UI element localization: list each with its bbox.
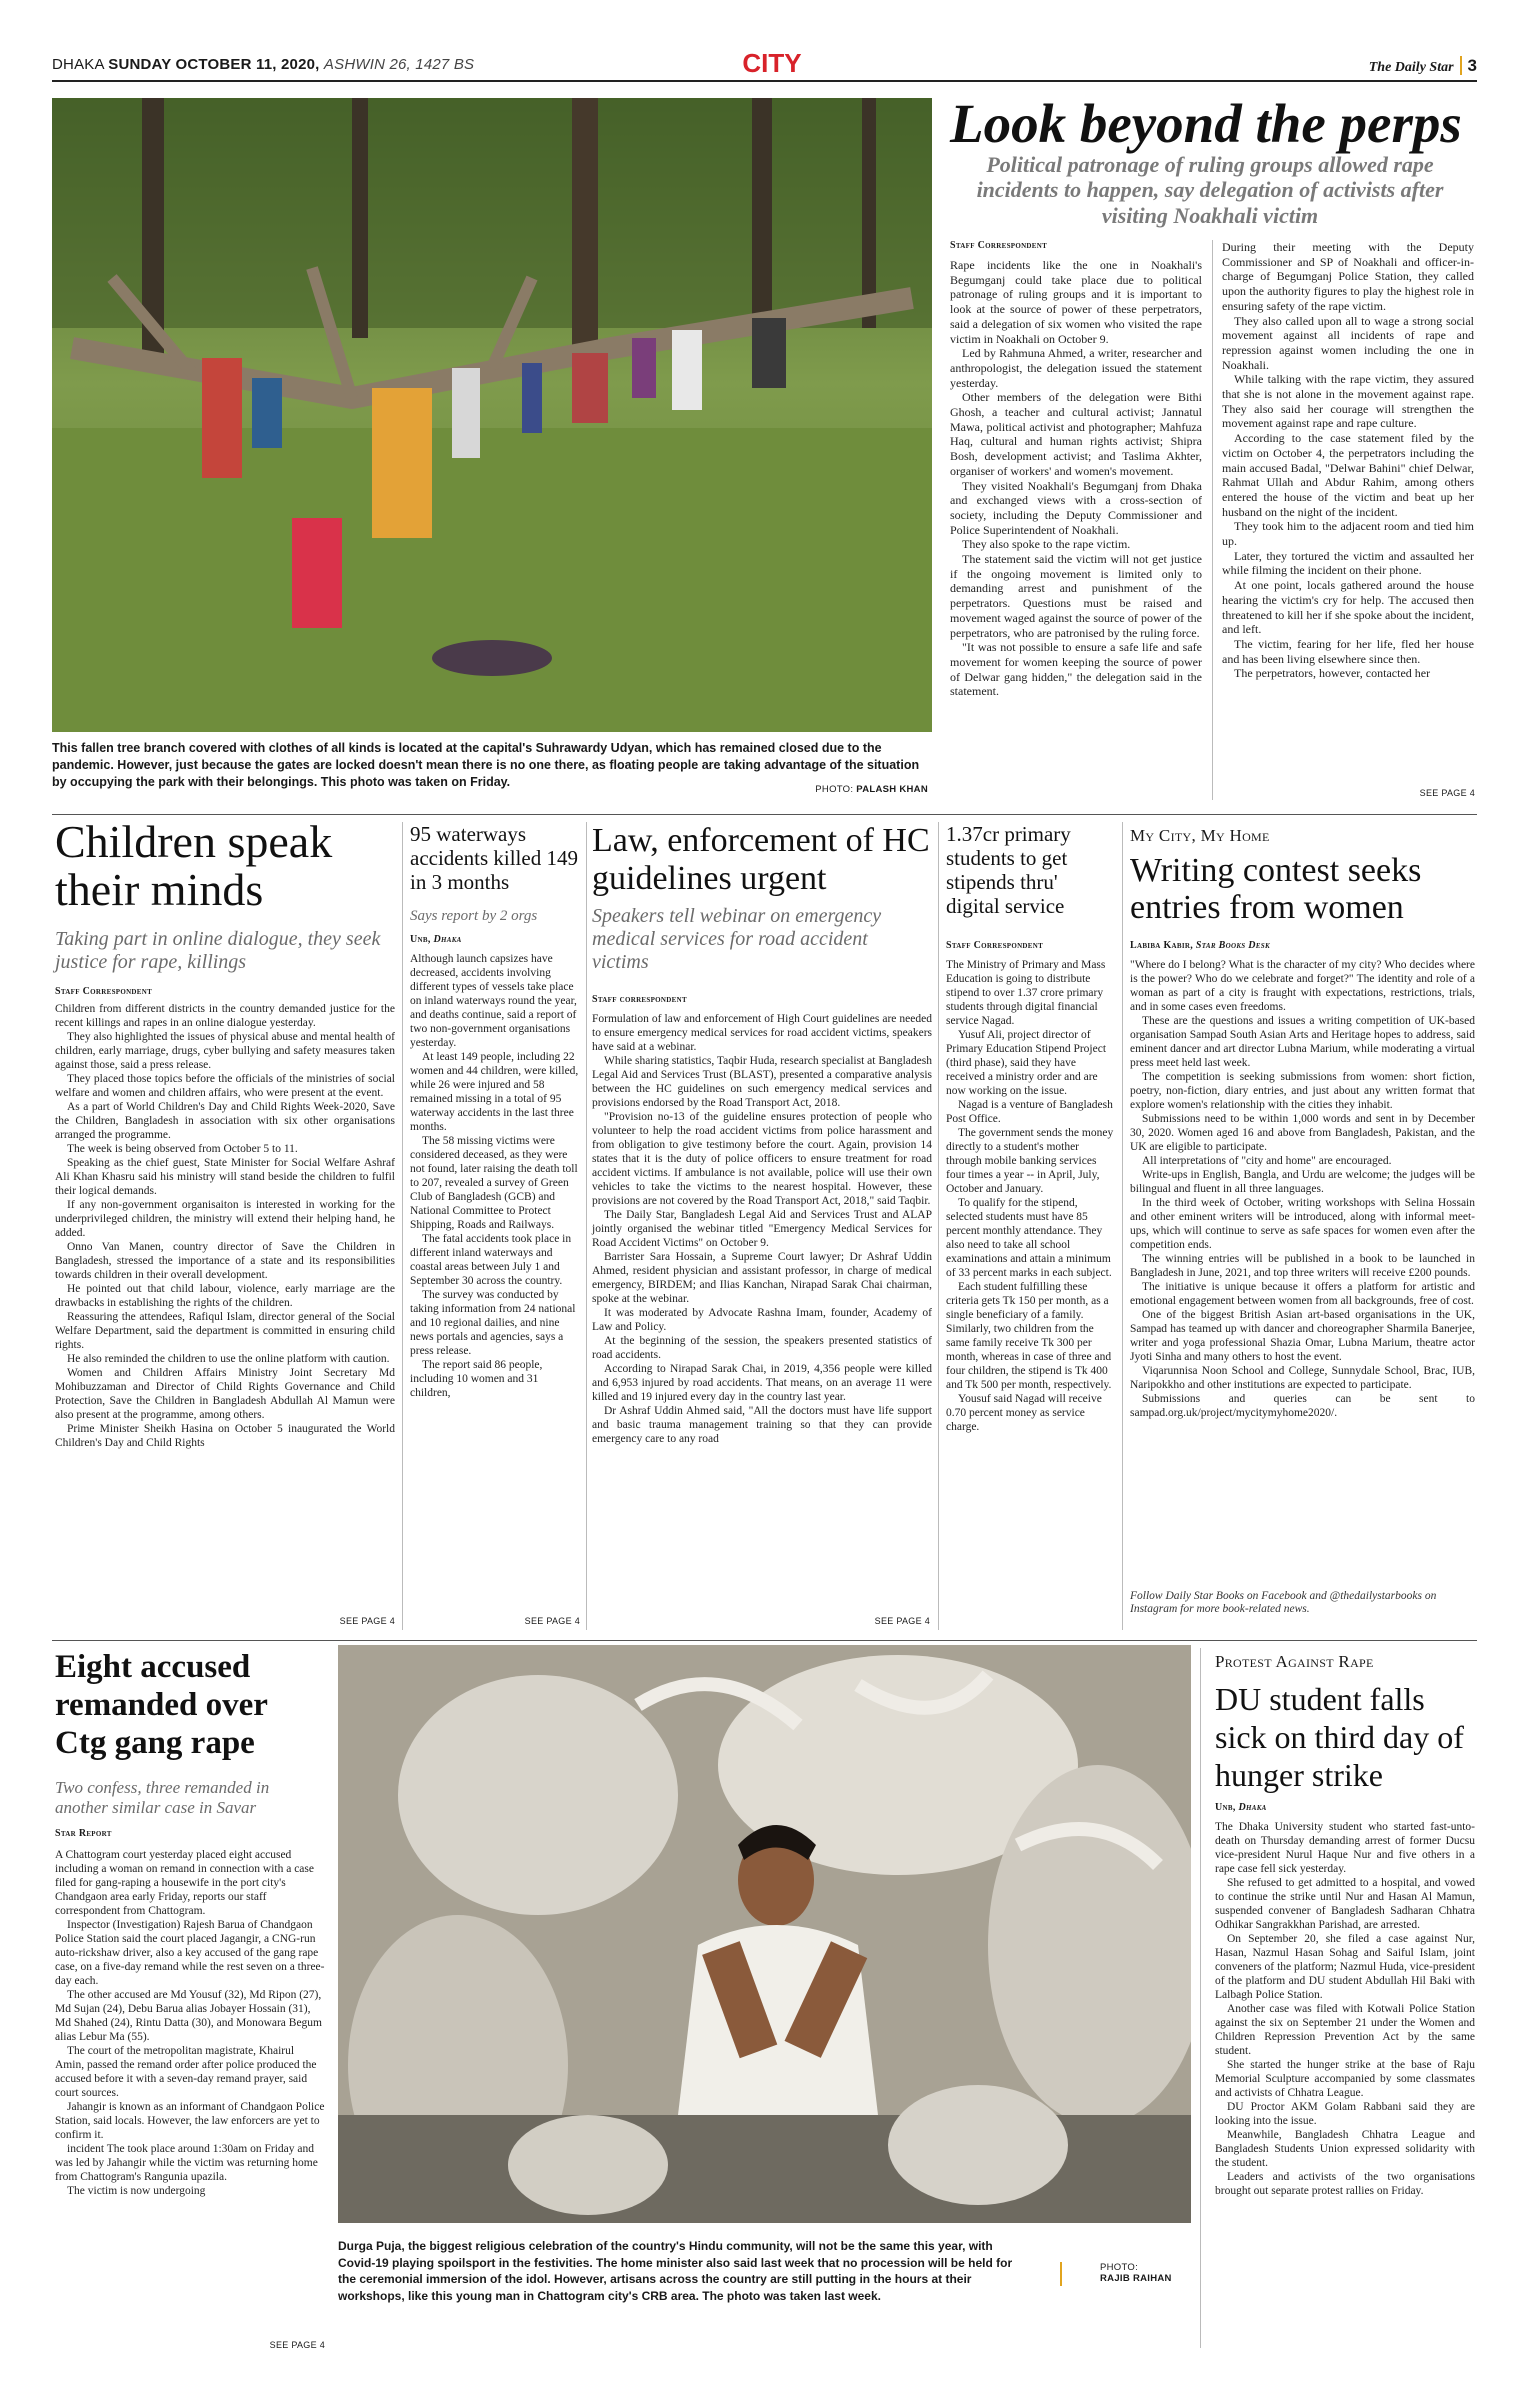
lead-body-col1: Rape incidents like the one in Noakhali's Begumganj could take place due to political patronage of ruling groups and it is important to look at the source of power of these perpetrators, said a delegation of six women who visited the rape victim in Noakhali on October 9. Led by Rahmuna Ahmed, a writer, researcher and anthropologist, the delegation issued the statement yesterday. Other members of the delegation were Bithi Ghosh, a teacher and cultural activist; Jannatul Mawa, political activist and photographer; Mahfuza Haq, cultural and human rights activist; Shipra Bosh, development activist; and Taslima Akhter, organiser of workers' and women's movement. They visited Noakhali's Begumganj from Dhaka and exchanged views with a cross-section of society, including the Deputy Commissioner and Police Superintendent of Noakhali. They also spoke to the rape victim. The statement said the victim will not get justice if the ongoing movement is limited only to demanding arrest and punishment of the perpetrators. Questions must be raised and movement waged against the source of power of the perpetrators, who are patronised by the ruling force. "It was not possible to ensure a safe life and safe movement for women keeping the source of power of Delwar gang hidden," the delegation said in the statement. bbox=[950, 258, 1202, 699]
lead-photo bbox=[52, 98, 932, 732]
law-body: Formulation of law and enforcement of High Court guidelines are needed to ensure emergency medical services for road accident victims, speakers have said at a webinar. While sharing statistics, Taqbir Huda, research specialist at Bangladesh Legal Aid and Services Trust (BLAST), presented a comparative analysis between the HC guidelines on such emergency medical services and provisions endorsed by the Road Transport Act, 2018. "Provision no-13 of the guideline ensures protection of people who volunteer to help the road accident victims from police harassment and from obligation to give testimony before the court. Again, provision 14 states that it is the duty of police officers to ensure treatment for road accident victims. If ambulance is not available, police will use their own vehicles to take the victims to the nearest hospital. However, these provisions are not covered by the Road Transport Act, 2018," said Taqbir. The Daily Star, Bangladesh Legal Aid and Services Trust and ALAP jointly organised the webinar titled "Emergency Medical Services for Road Accident Victims" on October 9. Barrister Sara Hossain, a Supreme Court lawyer; Dr Ashraf Uddin Ahmed, resident physician and assistant professor, in charge of medical emergency, BIRDEM; and Ilias Kanchan, Nirapad Sarak Chai chairman, spoke at the webinar. It was moderated by Advocate Rashna Imam, founder, Academy of Law and Policy. At the beginning of the session, the speakers presented statistics of road accidents. According to Nirapad Sarak Chai, in 2019, 4,356 people were killed and 6,953 injured by road accidents. That means, on an average 11 were killed and 19 injured every day in the country last year. Dr Ashraf Uddin Ahmed said, "All the doctors must have life support and basic trauma management training so that they can provide emergency care to any road bbox=[592, 1013, 932, 1445]
children-byline: Staff Correspondent bbox=[55, 986, 153, 997]
column-divider bbox=[402, 822, 403, 1630]
lead-photo-credit: PHOTO: PALASH KHAN bbox=[815, 784, 928, 795]
law-see-page[interactable]: SEE PAGE 4 bbox=[874, 1616, 930, 1626]
waterways-body: Although launch capsizes have decreased, accidents involving different types of vessels take place on inland waterways round the year, and deaths continue, said a report of two non-government organisations yesterday. At least 149 people, including 22 women and 44 children, were killed, while 26 were injured and 58 remained missing in a total of 95 waterway accidents in the last three months. The 58 missing victims were considered deceased, as they were not found, later raising the death toll to 207, revealed a survey of Green Club of Bangladesh (GCB) and National Committee to Protect Shipping, Roads and Railways. The fatal accidents took place in different inland waterways and coastal areas between July 1 and September 30 across the country. The survey was conducted by taking information from 24 national and 10 regional dailies, and nine news portals and agencies, says a press release. The report said 86 people, including 10 women and 31 children, bbox=[410, 953, 579, 1399]
tree-clothes-image bbox=[52, 98, 932, 732]
lead-deck: Political patronage of ruling groups allowed rape incidents to happen, say delegation of activists after visiting Noakhali victim bbox=[976, 152, 1444, 228]
children-headline: Children speak their minds bbox=[55, 816, 333, 916]
ctg-see-page[interactable]: SEE PAGE 4 bbox=[269, 2340, 325, 2350]
du-headline: DU student falls sick on third day of hunger strike bbox=[1215, 1681, 1464, 1793]
law-byline: Staff correspondent bbox=[592, 994, 687, 1005]
ctg-deck: Two confess, three remanded in another similar case in Savar bbox=[55, 1778, 270, 1817]
section-divider-bottom bbox=[52, 1640, 1477, 1641]
lead-byline: Staff Correspondent bbox=[950, 240, 1048, 251]
paper-logo: The Daily Star bbox=[1368, 60, 1454, 75]
puja-photo-caption: Durga Puja, the biggest religious celebration of the country's Hindu community, will not be the same this year, with Covid-19 playing spoilsport in the festivities. The home minister also said last week that no procession will be held for the ceremonial immersion of the idol. However, artisans across the country are still putting in the hours at their workshops, like this young man in Chattogram city's CRB area. The photo was taken last week. bbox=[338, 2239, 1013, 2303]
children-deck: Taking part in online dialogue, they seek justice for rape, killings bbox=[55, 928, 381, 973]
masthead-date: DHAKA SUNDAY OCTOBER 11, 2020, ASHWIN 26, 1427 BS bbox=[52, 56, 475, 73]
idol-workshop-image bbox=[338, 1645, 1191, 2223]
law-headline: Law, enforcement of HC guidelines urgent bbox=[592, 822, 930, 897]
column-divider bbox=[1200, 1648, 1201, 2348]
stipend-byline: Staff Correspondent bbox=[946, 940, 1044, 951]
contest-body: "Where do I belong? What is the character of my city? Who decides where is the power? Who do we celebrate and forget?" The identity and role of a woman as part of a city is fraught with expectations, restrictions, trials, and in some cases even freedoms. These are the questions and issues a writing competition of UK-based organisation Sampad South Asian Arts and Heritage hopes to address, said eminent dancer and art director Lubna Marium, while moderating a virtual press meet held last week. The competition is seeking submissions from women: short fiction, poetry, non-fiction, diary entries, and just about any written format that explore women's relationship with the cities they inhabit. Submissions need to be within 1,000 words and sent in by December 30, 2020. Women aged 16 and above from Bangladesh, Pakistan, and the UK are eligible to participate. All interpretations of "city and home" are encouraged. Write-ups in English, Bangla, and Urdu are welcome; the judges will be bilingual and fluent in all three languages. In the third week of October, writing workshops with Selina Hossain and other eminent writers will be introduced, along with informal meet-ups, which will continue to serve as safe spaces for women even after the competition ends. The winning entries will be published in a book to be launched in Bangladesh in June, 2021, and top three writers will receive £200 pounds. The initiative is unique because it offers a platform for artistic and emotional engagement between women from all backgrounds, free of cost. One of the biggest British Asian art-based organisations in the UK, Sampad has teamed up with dancer and choreographer Sharmila Banerjee, writer and yoga professional Shazia Omar, Lubna Marium, theatre actor Jyoti Sinha and many others to host the event. Viqarunnisa Noon School and College, Sunnydale School, Brac, IUB, Naripokkho and other institutions are expected to participate. Submissions and queries can be sent to sampad.org.uk/project/mycitymyhome2020/. bbox=[1130, 959, 1475, 1419]
du-byline: Unb, Dhaka bbox=[1215, 1802, 1267, 1813]
lead-photo-caption: This fallen tree branch covered with clothes of all kinds is located at the capital's Suhrawardy Udyan, which has remained closed due to the pandemic. However, just because the gates are locked doesn't mean there is no one there, as floating people are taking advantage of the situation by occupying the park with their belongings. This photo was taken on Friday. bbox=[52, 741, 920, 789]
du-body: The Dhaka University student who started fast-unto-death on Thursday demanding arrest of former Ducsu vice-president Nurul Haque Nur and five others in a rape case fell sick yesterday. She refused to get admitted to a hospital, and vowed to continue the strike until Nur and Hasan Al Mamun, suspended convener of Bangladesh Sadharan Chhatra Odhikar Sangrakkhan Parishad, are arrested. On September 20, she filed a case against Nur, Hasan, Nazmul Hasan Sohag and Saiful Islam, joint conveners of the platform; Nazmul Huda, vice-president of the platform and DU student Abdullah Hil Baki with Lalbagh Police Station. Another case was filed with Kotwali Police Station against the six on September 21 under the Women and Children Repression Prevention Act by the same student. She started the hunger strike at the base of Raju Memorial Sculpture accompanied by some classmates and activists of Chhatra League. DU Proctor AKM Golam Rabbani said they are looking into the issue. Meanwhile, Bangladesh Chhatra League and Bangladesh Students Union expressed solidarity with the student. Leaders and activists of the two organisations brought out separate protest rallies on Friday. bbox=[1215, 1821, 1475, 2197]
ctg-byline: Star Report bbox=[55, 1828, 112, 1839]
waterways-headline: 95 waterways accidents killed 149 in 3 months bbox=[410, 822, 578, 894]
children-body: Children from different districts in the country demanded justice for the recent killings and rapes in an online dialogue yesterday. They also highlighted the issues of physical abuse and mental health of children, early marriage, drugs, cyber bullying and safety measures taken against those, said a press release. They placed those topics before the officials of the ministries of social welfare and women and children affairs, who were present at the event. As a part of World Children's Day and Child Rights Week-2020, Save the Children, Bangladesh in association with six other organisations arranged the programme. The week is being observed from October 5 to 11. Speaking as the chief guest, State Minister for Social Welfare Ashraf Ali Khan Khasru said his ministry will stand beside the children to fulfil their logical demands. If any non-government organisaiton is interested in working for the underprivileged children, the ministry will extend their helping hand, he added. Onno Van Manen, country director of Save the Children in Bangladesh, stressed the importance of a state and its responsibilities towards children in their overall development. He pointed out that child labour, violence, early marriage are the drawbacks in establishing the rights of the children. Reassuring the attendees, Rafiqul Islam, director general of the Social Welfare Department, said the department is committed in ensuring child rights. He also reminded the children to use the online platform with caution. Women and Children Affairs Ministry Joint Secretary Md Mohibuzzaman and Director of Child Rights Governance and Child Protection, Save the Children in Bangladesh Abdullah Al Mamun were also present at the programme, among others. Prime Minister Sheikh Hasina on October 5 inaugurated the World Children's Day and Child Rights bbox=[55, 1003, 395, 1449]
ctg-body: A Chattogram court yesterday placed eight accused including a woman on remand in connection with a case filed for gang-raping a housewife in the port city's Chandgaon area early Friday, reports our staff correspondent from Chattogram. Inspector (Investigation) Rajesh Barua of Chandgaon Police Station said the court placed Jagangir, a CNG-run auto-rickshaw driver, also a key accused of the gang rape case, on a five-day remand while the rest seven on a three-day each. The other accused are Md Yousuf (32), Md Ripon (27), Md Sujan (24), Debu Barua alias Jobayer Hossain (31), Md Shahed (24), Rintu Datta (30), and Monowara Begum alias Lebur Ma (55). The court of the metropolitan magistrate, Khairul Amin, passed the remand order after police produced the accused before it with a seven-day remand prayer, said court sources. Jahangir is known as an informant of Chandgaon Police Station, said locals. However, the law enforcers are yet to confirm it. incident The took place around 1:30am on Friday and was led by Jahangir while the victim was returning home from Chattogram's Rangunia upazila. The victim is now undergoing bbox=[55, 1849, 325, 2197]
du-kicker: Protest Against Rape bbox=[1215, 1652, 1374, 1671]
stipend-body: The Ministry of Primary and Mass Education is going to distribute stipend to over 1.37 crore primary students through digital financial service Nagad. Yusuf Ali, project director of Primary Education Stipend Project (third phase), said they have received a ministry order and are now working on the issue. Nagad is a venture of Bangladesh Post Office. The government sends the money directly to a student's mother through mobile banking services four times a year -- in April, July, October and January. To qualify for the stipend, selected students must have 85 percent monthly attendance. They also need to take all school examinations and attain a minimum of 33 percent marks in each subject. Each student fulfilling these criteria gets Tk 150 per month, as a single beneficiary of a family. Similarly, two children from the same family receive Tk 300 per month, whereas in case of three and four children, the stipend is Tk 400 and Tk 500 per month, respectively. Yousuf said Nagad will receive 0.70 percent money as service charge. bbox=[946, 959, 1114, 1433]
column-divider bbox=[1122, 822, 1123, 1630]
stipend-headline: 1.37cr primary students to get stipends thru' digital service bbox=[946, 822, 1071, 918]
lead-headline: Look beyond the perps bbox=[950, 93, 1462, 154]
section-divider-top bbox=[52, 814, 1477, 815]
contest-headline: Writing contest seeks entries from women bbox=[1130, 852, 1422, 926]
ctg-headline: Eight accused remanded over Ctg gang rape bbox=[55, 1649, 268, 1761]
waterways-see-page[interactable]: SEE PAGE 4 bbox=[524, 1616, 580, 1626]
contest-footer: Follow Daily Star Books on Facebook and @thedailystarbooks on Instagram for more book-related news. bbox=[1130, 1590, 1437, 1616]
law-deck: Speakers tell webinar on emergency medical services for road accident victims bbox=[592, 905, 882, 973]
masthead-right bbox=[1369, 56, 1477, 76]
lead-body-col2: During their meeting with the Deputy Commissioner and SP of Noakhali and officer-in-charge of Begumganj Police Station, they called upon the authority figures to play the highest role in ensuring safety of the rape victim. They also called upon all to wage a strong social movement against all incidents of rape and repression against women including the one in Noakhali. While talking with the rape victim, they assured that she is not alone in the movement against rape. They also said her courage will strengthen the movement against rape and rape culture. According to the case statement filed by the victim on October 4, the perpetrators including the main accused Badal, "Delwar Bahini" chief Delwar, Rahmat Ullah and Abdur Rahim, among others entered the house of the victim and beat up her husband on the night of the incident. They took him to the adjacent room and tied him up. Later, they tortured the victim and assaulted her while filming the incident on their phone. At one point, locals gathered around the house hearing the victim's cry for help. The accused then threatened to kill her if she spoke about the incident, and left. The victim, fearing for her life, fled her house and has been living elsewhere since then. The perpetrators, however, contacted her bbox=[1222, 240, 1474, 681]
puja-photo-credit: PHOTO: RAJIB RAIHAN bbox=[1100, 2262, 1172, 2284]
children-see-page[interactable]: SEE PAGE 4 bbox=[339, 1616, 395, 1626]
waterways-deck: Says report by 2 orgs bbox=[410, 908, 538, 924]
column-divider bbox=[938, 822, 939, 1630]
column-divider bbox=[586, 822, 587, 1630]
contest-kicker: My City, My Home bbox=[1130, 826, 1270, 845]
page-number: 3 bbox=[1460, 56, 1477, 75]
lead-see-page[interactable]: SEE PAGE 4 bbox=[1419, 788, 1475, 798]
section-name: CITY bbox=[742, 48, 802, 78]
waterways-byline: Unb, Dhaka bbox=[410, 934, 462, 945]
puja-photo bbox=[338, 1645, 1191, 2223]
contest-byline: Labiba Kabir, Star Books Desk bbox=[1130, 940, 1270, 951]
caption-divider bbox=[1060, 2262, 1062, 2286]
masthead bbox=[52, 50, 1477, 82]
column-divider bbox=[1212, 240, 1213, 800]
